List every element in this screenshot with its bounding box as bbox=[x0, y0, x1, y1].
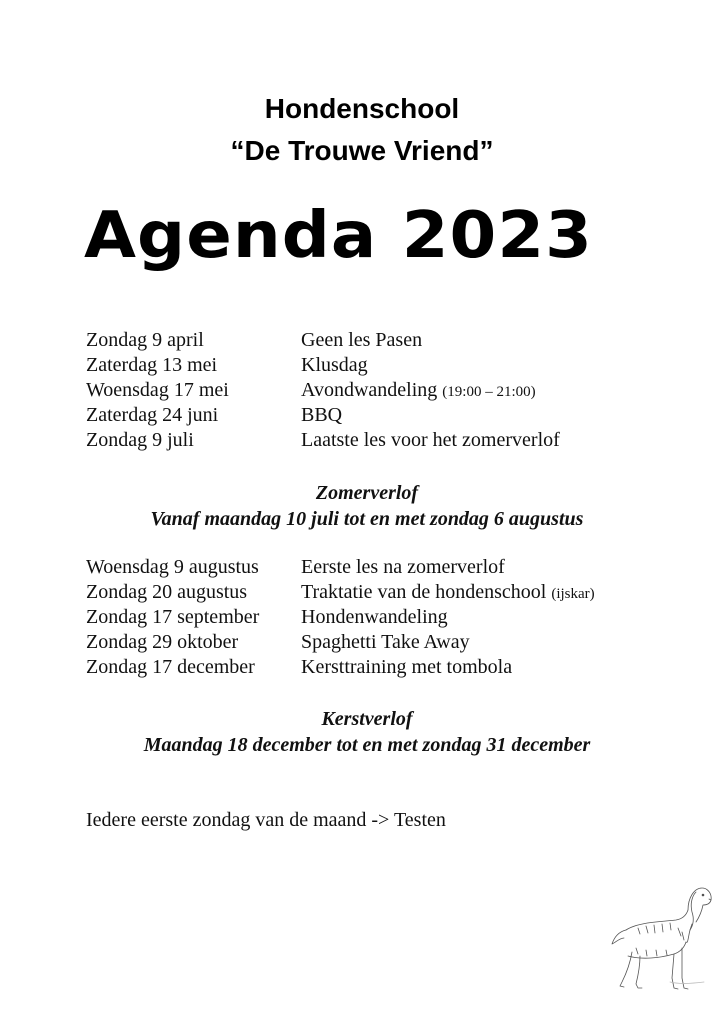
agenda-activity: BBQ bbox=[301, 404, 343, 426]
agenda-activity: Spaghetti Take Away bbox=[301, 631, 470, 653]
agenda-activity: Klusdag bbox=[301, 354, 368, 376]
dog-sketch-icon bbox=[608, 878, 714, 996]
christmas-break-title: Kerstverlof bbox=[321, 708, 413, 730]
agenda-activity: Hondenwandeling bbox=[301, 606, 448, 628]
christmas-break-block bbox=[0, 706, 724, 758]
agenda-date: Woensdag 17 mei bbox=[86, 379, 229, 401]
school-name: Hondenschool bbox=[264, 93, 460, 124]
agenda-date: Zaterdag 13 mei bbox=[86, 354, 218, 376]
agenda-activity: Eerste les na zomerverlof bbox=[301, 556, 505, 578]
school-subtitle: “De Trouwe Vriend” bbox=[230, 135, 494, 166]
christmas-break-period: Maandag 18 december tot en met zondag 31 december bbox=[143, 734, 591, 756]
agenda-activity: Kersttraining met tombola bbox=[301, 656, 513, 678]
agenda-date: Zondag 17 december bbox=[86, 656, 255, 678]
summer-break-block bbox=[0, 480, 724, 532]
summer-break-period: Vanaf maandag 10 juli tot en met zondag 6 augustus bbox=[150, 508, 584, 530]
footer-note: Iedere eerste zondag van de maand -> Testen bbox=[86, 809, 446, 831]
agenda-date: Zondag 20 augustus bbox=[86, 581, 248, 603]
agenda-note: (ijskar) bbox=[551, 586, 595, 602]
agenda-activity: Avondwandeling (19:00 – 21:00) bbox=[301, 379, 536, 401]
agenda-date: Woensdag 9 augustus bbox=[86, 556, 259, 578]
agenda-activity: Geen les Pasen bbox=[301, 329, 423, 351]
agenda-note: (19:00 – 21:00) bbox=[442, 384, 536, 400]
page-title: Agenda 2023 bbox=[84, 199, 593, 273]
agenda-activity: Laatste les voor het zomerverlof bbox=[301, 429, 560, 451]
agenda-date: Zaterdag 24 juni bbox=[86, 404, 219, 426]
agenda-date: Zondag 9 april bbox=[86, 329, 204, 351]
agenda-activity: Traktatie van de hondenschool (ijskar) bbox=[301, 581, 595, 603]
agenda-date: Zondag 17 september bbox=[86, 606, 260, 628]
summer-break-title: Zomerverlof bbox=[315, 482, 419, 504]
agenda-date: Zondag 29 oktober bbox=[86, 631, 239, 653]
school-header bbox=[0, 88, 724, 172]
agenda-date: Zondag 9 juli bbox=[86, 429, 194, 451]
